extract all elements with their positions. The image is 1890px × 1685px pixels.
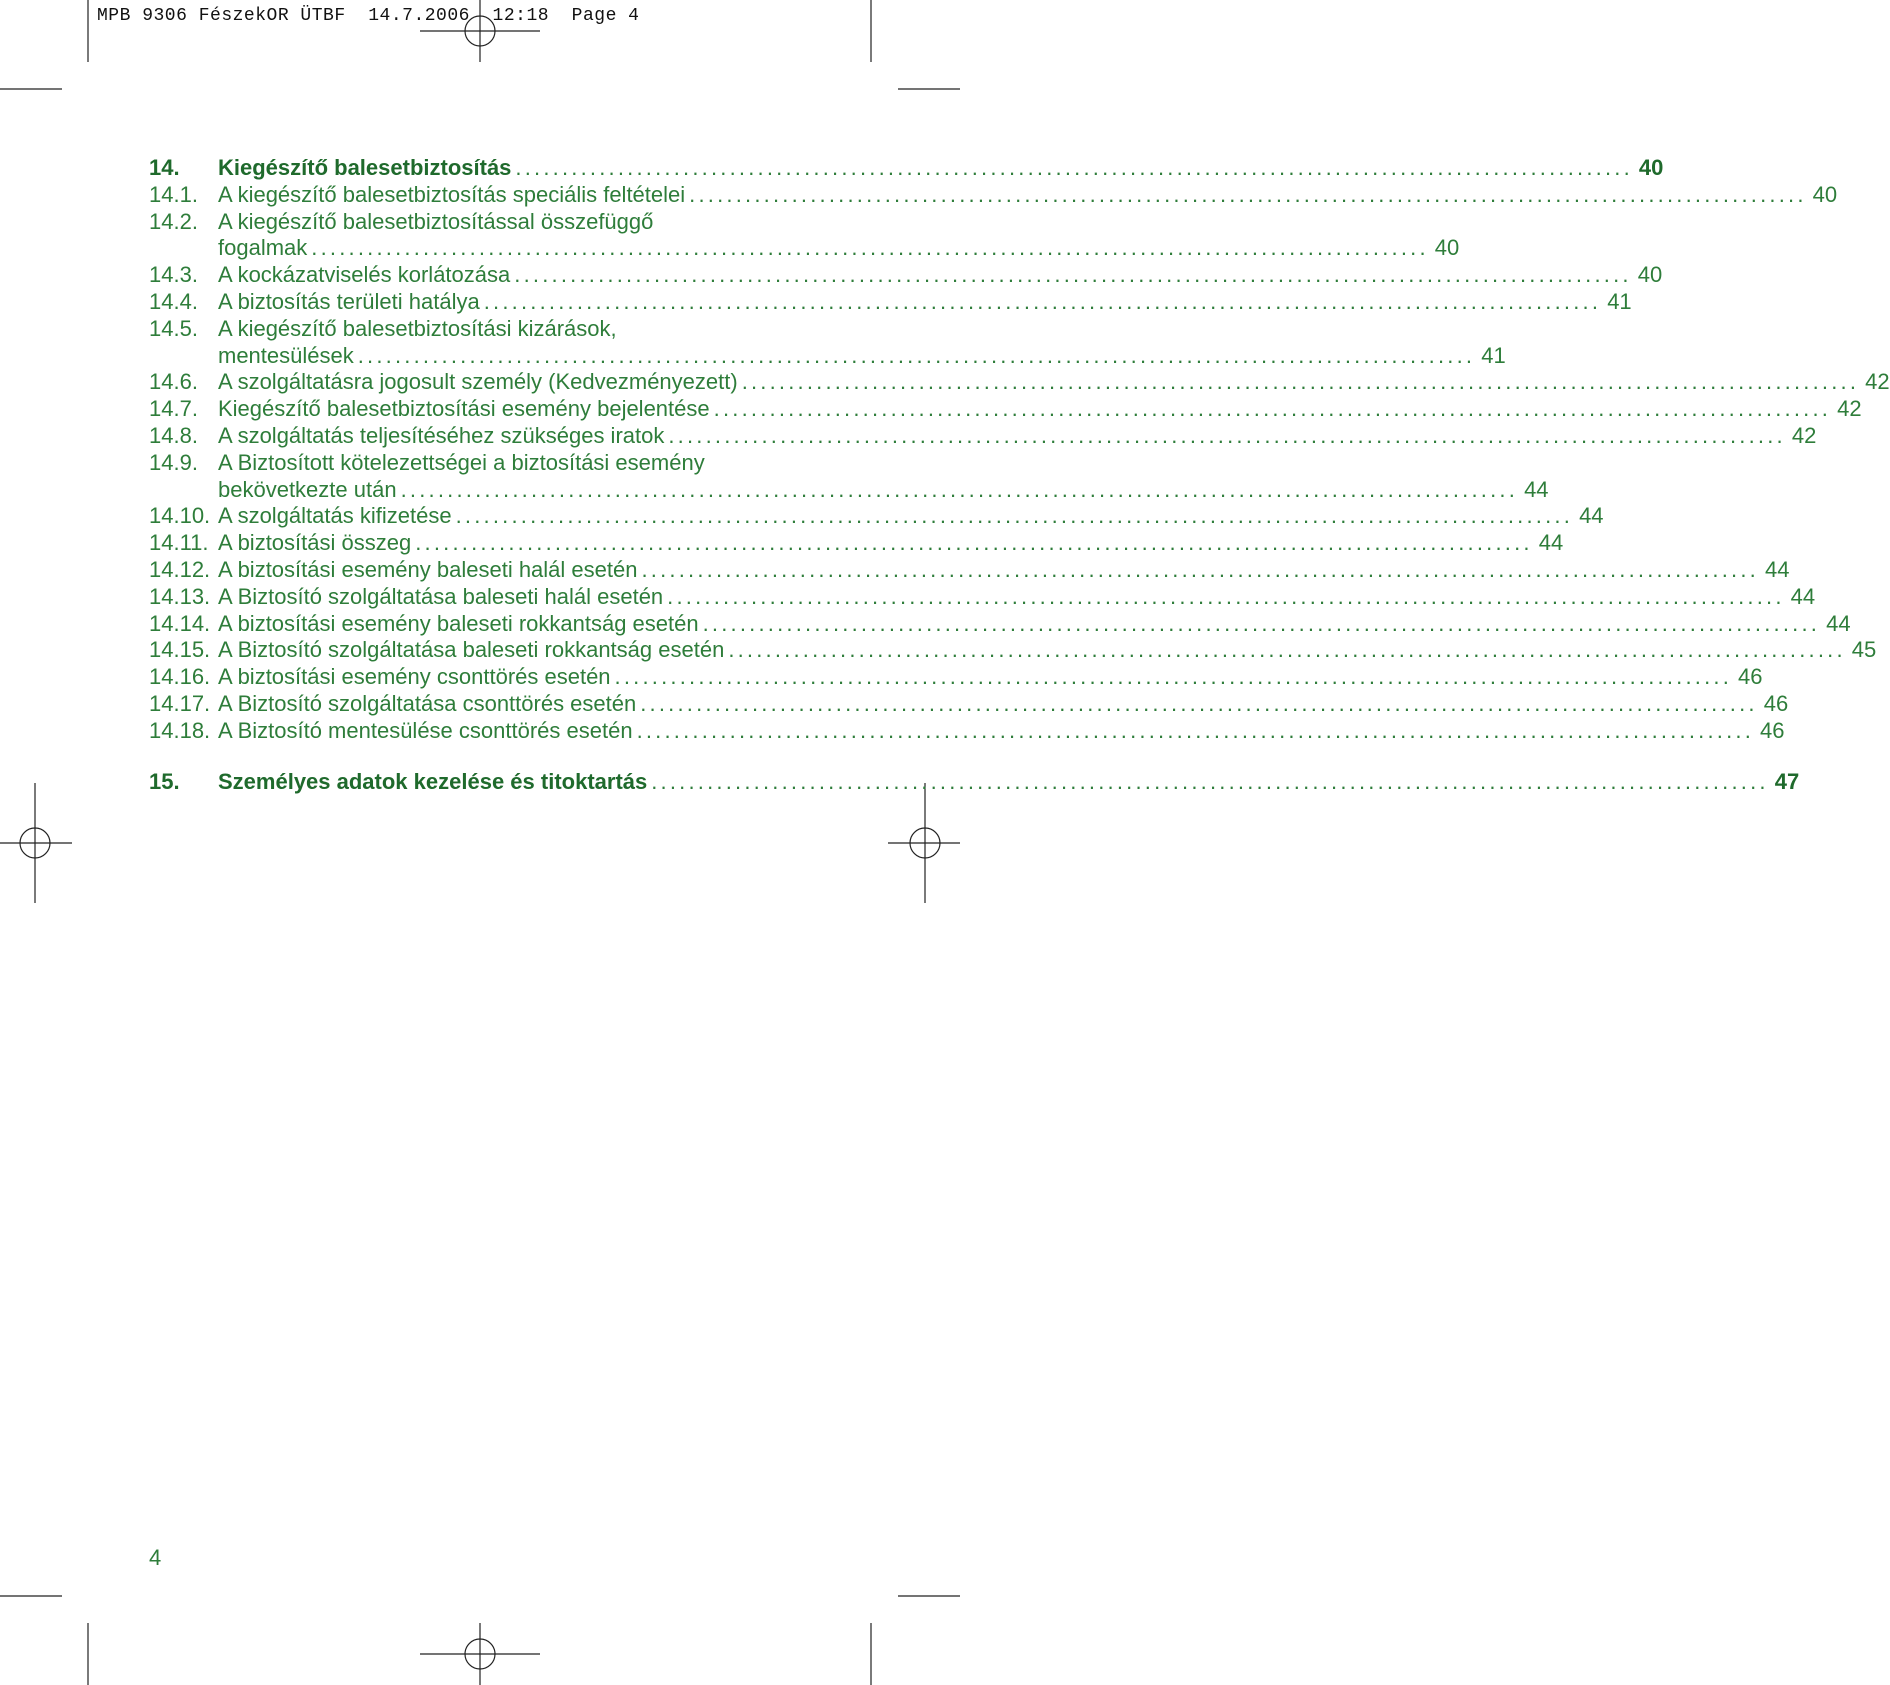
toc-entry-title: fogalmak [218,235,308,261]
toc-entry [149,235,1460,262]
toc-leader-dots: ........................................................................................................................ [728,637,1846,663]
toc-entry-number: 14.9. [149,449,198,475]
toc-entry-title: A biztosítási összeg [218,530,412,556]
toc-entry-number: 14.6. [149,369,198,395]
toc-entry-number: 14.7. [149,396,198,422]
toc-entry-page: 46 [1738,664,1763,690]
toc-entry-page: 45 [1851,637,1877,663]
toc-entry-title: A Biztosító szolgáltatása baleseti rokkantság esetén [218,637,725,663]
toc-leader-dots: ........................................................................................................................ [357,342,1476,368]
toc-entry-page: 44 [1764,556,1790,582]
toc-entry-title: Kiegészítő balesetbiztosítás [218,155,512,180]
toc-entry-number: 14.17. [149,690,211,716]
toc-entry [149,288,1632,316]
toc-leader-dots: ........................................................................................................................ [651,768,1769,794]
page-number: 4 [149,1545,162,1570]
toc-entry [149,450,829,477]
toc-leader-dots: ........................................................................................................................ [713,396,1832,422]
toc-leader-dots: ........................................................................................................................ [741,369,1860,395]
toc-entry-title: A szolgáltatás kifizetése [218,503,452,529]
toc-entry-page: 46 [1760,717,1785,743]
toc-entry-page: 44 [1538,530,1564,556]
toc-entry-number: 14.15. [149,637,211,663]
toc-entry [149,610,1851,638]
toc-entry-page: 42 [1865,369,1890,395]
toc-entry-title: A Biztosító mentesülése csonttörés esetén [218,717,633,743]
toc-entry-title: A szolgáltatás teljesítéséhez szükséges iratok [218,422,665,448]
toc-chapter-entry [149,768,1800,796]
toc-entry [149,396,1862,423]
toc-entry-title: bekövetkezte után [218,476,397,502]
toc-leader-dots: ........................................................................................................................ [689,181,1807,207]
toc-entry [149,181,1838,209]
toc-entry-page: 47 [1774,768,1800,794]
toc-entry [149,342,1506,370]
toc-leader-dots: ........................................................................................................................ [514,262,1632,288]
toc-entry-title: Kiegészítő balesetbiztosítási esemény bejelentése [218,396,710,422]
toc-entry-page: 46 [1763,690,1789,716]
toc-entry-page: 40 [1812,181,1838,207]
toc-entry-title: mentesülések [218,342,354,368]
toc-leader-dots: ........................................................................................................................ [515,155,1633,180]
toc-entry-title: A Biztosító szolgáltatása baleseti halál esetén [218,583,664,609]
toc-entry-number: 14.4. [149,288,198,314]
toc-entry-number: 14.12. [149,556,211,582]
toc-entry-number: 14.8. [149,422,198,448]
toc-entry [149,530,1564,557]
toc-entry [149,637,1877,664]
toc-entry-title: A biztosítás területi hatálya [218,288,480,314]
toc-entry-page: 41 [1481,342,1506,368]
toc-entry-title: A kiegészítő balesetbiztosítási kizárások, [218,315,617,341]
toc-entry-number: 14.2. [149,208,198,234]
toc-entry-number: 14. [149,155,180,180]
toc-entry [149,717,1785,745]
toc-entry-title: A biztosítási esemény baleseti rokkantság esetén [218,610,699,636]
toc-leader-dots: ........................................................................................................................ [455,503,1574,529]
toc-entry-title: A biztosítási esemény baleseti halál esetén [218,556,638,582]
toc-entry [149,690,1789,718]
toc-entry [149,583,1816,611]
toc-entry-page: 40 [1638,155,1664,180]
toc-entry-number: 15. [149,768,180,794]
toc-entry-title: A kockázatviselés korlátozása [218,262,511,288]
toc-leader-dots: ........................................................................................................................ [667,583,1785,609]
toc-entry-page: 44 [1826,610,1851,636]
toc-entry-title: A Biztosított kötelezettségei a biztosítási esemény [218,449,705,475]
toc-leader-dots: ........................................................................................................................ [641,556,1759,582]
toc-entry-page: 44 [1790,583,1816,609]
toc-entry-title: A kiegészítő balesetbiztosítással összefüggő [218,208,654,234]
toc-entry-title: A kiegészítő balesetbiztosítás speciális feltételei [218,181,686,207]
toc-entry-title: Személyes adatok kezelése és titoktartás [218,768,648,794]
toc-entry [149,556,1790,584]
toc-leader-dots: ........................................................................................................................ [400,476,1519,502]
toc-entry-number: 14.5. [149,315,198,341]
toc-entry-title: A szolgáltatásra jogosult személy (Kedvezményezett) [218,369,738,395]
toc-entry [149,664,1763,691]
toc-entry-page: 40 [1637,262,1663,288]
toc-entry-title: A Biztosító szolgáltatása csonttörés esetén [218,690,637,716]
toc-entry-page: 42 [1837,396,1862,422]
toc-entry [149,369,1890,396]
toc-entry-number: 14.11. [149,530,209,556]
toc-entry-number: 14.14. [149,610,211,636]
toc-entry [149,262,1663,289]
toc-entry [149,316,829,343]
toc-entry-page: 41 [1607,288,1632,314]
toc-entry-number: 14.10. [149,503,211,529]
toc-entry [149,476,1549,504]
toc-entry-number: 14.13. [149,583,211,609]
toc-leader-dots: ........................................................................................................................ [702,610,1821,636]
toc-entry-page: 44 [1524,476,1549,502]
toc-entry-page: 40 [1434,235,1460,261]
toc-entry [149,503,1604,530]
toc-entry-page: 44 [1579,503,1604,529]
toc-entry [149,209,829,236]
toc-leader-dots: ........................................................................................................................ [636,717,1755,743]
section-gap [149,745,829,769]
toc-leader-dots: ........................................................................................................................ [483,288,1602,314]
toc-leader-dots: ........................................................................................................................ [640,690,1758,716]
table-of-contents [149,155,1890,795]
toc-entry [149,422,1817,450]
toc-entry-page: 42 [1791,422,1817,448]
toc-entry-number: 14.18. [149,717,211,743]
toc-leader-dots: ........................................................................................................................ [614,664,1733,690]
toc-entry-number: 14.3. [149,262,198,288]
toc-leader-dots: ........................................................................................................................ [668,422,1786,448]
print-slug-line: MPB 9306 FészekOR ÜTBF 14.7.2006 12:18 Page 4 [97,6,640,26]
toc-chapter-entry [149,155,1664,182]
toc-leader-dots: ........................................................................................................................ [415,530,1533,556]
toc-entry-number: 14.16. [149,664,211,690]
toc-entry-number: 14.1. [149,181,198,207]
toc-leader-dots: ........................................................................................................................ [311,235,1429,261]
toc-entry-title: A biztosítási esemény csonttörés esetén [218,664,611,690]
